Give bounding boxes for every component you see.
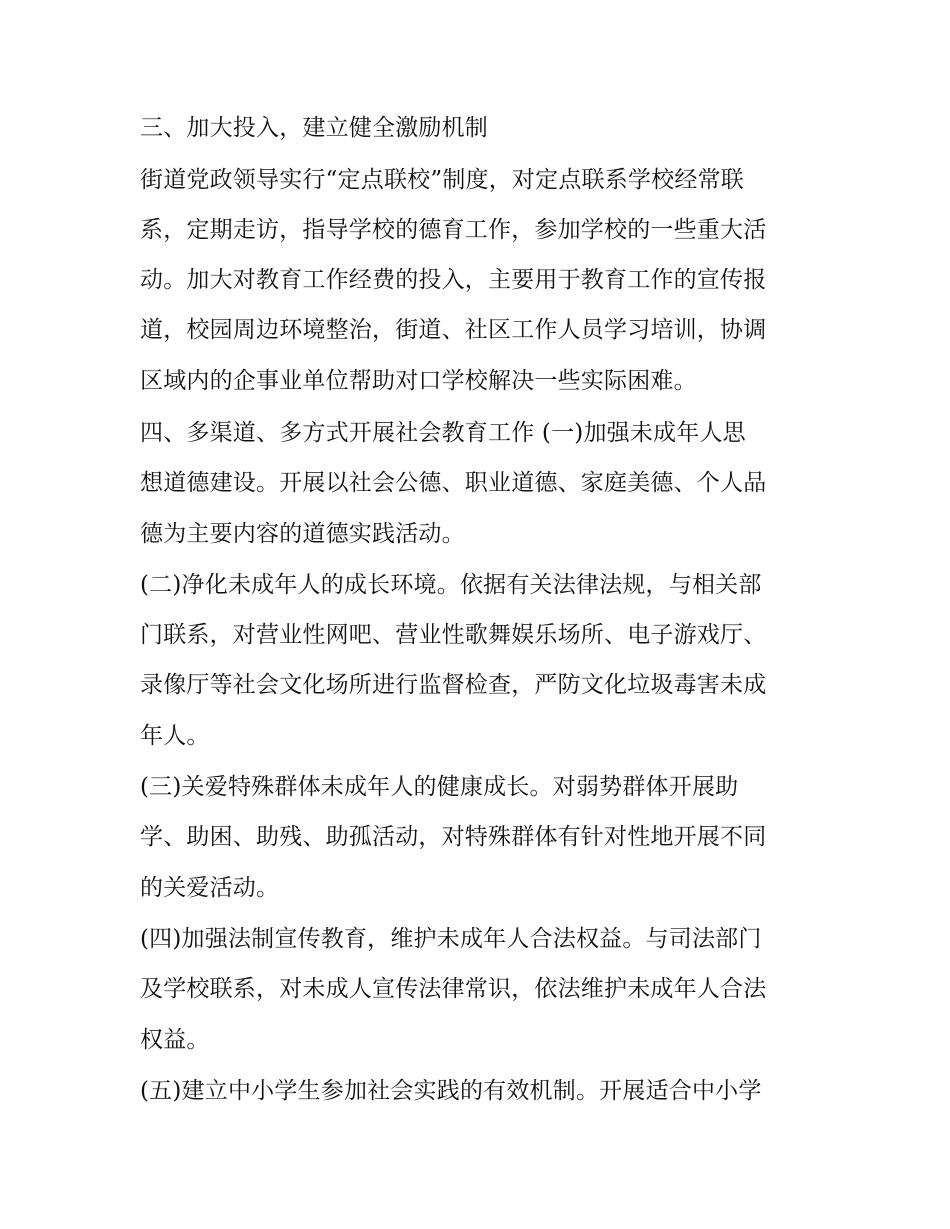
text-line: 学、助困、助残、助孤活动，对特殊群体有针对性地开展不同 [140,824,767,850]
text-line: 想道德建设。开展以社会公德、职业道德、家庭美德、个人品 [140,470,767,496]
text-line: (二)净化未成年人的成长环境。依据有关法律法规，与相关部 [140,572,762,598]
text-line: 的关爱活动。 [140,875,280,901]
text-line: 德为主要内容的道德实践活动。 [140,521,465,547]
text-line: 街道党政领导实行“定点联校”制度，对定点联系学校经常联 [140,167,744,193]
text-line: 权益。 [140,1027,210,1053]
text-line: 动。加大对教育工作经费的投入，主要用于教育工作的宣传报 [140,267,767,293]
text-line: 录像厅等社会文化场所进行监督检查，严防文化垃圾毒害未成 [140,672,767,698]
section-heading-3: 三、加大投入，建立健全激励机制 [140,115,488,141]
text-line: 年人。 [140,723,210,749]
text-line: (四)加强法制宣传教育，维护未成年人合法权益。与司法部门 [140,926,762,952]
text-line: 及学校联系，对未成人宣传法律常识，依法维护未成年人合法 [140,976,767,1002]
text-line: (五)建立中小学生参加社会实践的有效机制。开展适合中小学 [140,1078,762,1104]
section-heading-4: 四、多渠道、多方式开展社会教育工作 (一)加强未成年人思 [140,420,746,446]
text-line: 门联系，对营业性网吧、营业性歌舞娱乐场所、电子游戏厅、 [140,622,767,648]
text-line: (三)关爱特殊群体未成年人的健康成长。对弱势群体开展助 [140,774,739,800]
text-line: 系，定期走访，指导学校的德育工作，参加学校的一些重大活 [140,217,767,243]
text-line: 区域内的企事业单位帮助对口学校解决一些实际困难。 [140,368,697,394]
text-line: 道，校园周边环境整治，街道、社区工作人员学习培训，协调 [140,317,767,343]
